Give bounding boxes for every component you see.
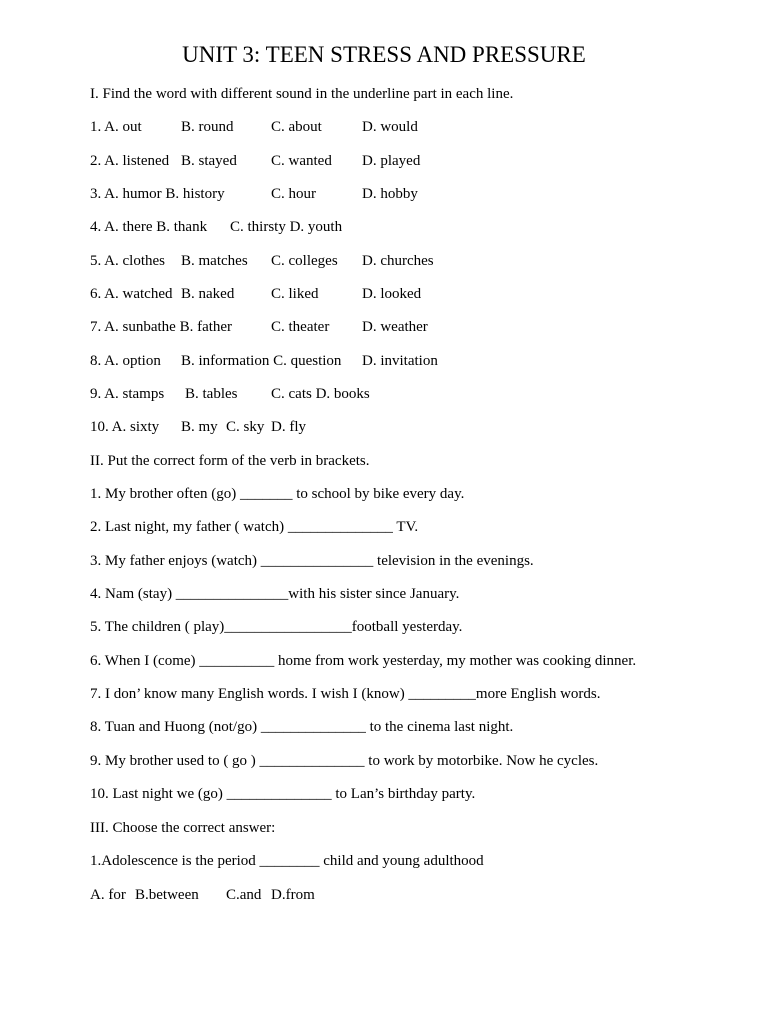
option-c-d: C. thirsty D. youth xyxy=(230,219,343,235)
option-d: D. looked xyxy=(362,286,422,302)
option-b: B. matches xyxy=(181,253,248,269)
option-c: C. theater xyxy=(271,319,330,335)
option-a: 2. A. listened xyxy=(90,153,170,169)
option-c: C. wanted xyxy=(271,153,332,169)
mc-question: 1.Adolescence is the period ________ child and young adulthood xyxy=(90,853,484,869)
option-a: 1. A. out xyxy=(90,119,142,135)
option-b-c: B. information C. question xyxy=(181,353,342,369)
option-a-b: 7. A. sunbathe B. father xyxy=(90,319,233,335)
option-a: 5. A. clothes xyxy=(90,253,165,269)
verb-question: 7. I don’ know many English words. I wish I (know) _________more English words. xyxy=(90,686,601,702)
verb-question: 9. My brother used to ( go ) ______________ to work by motorbike. Now he cycles. xyxy=(90,753,599,769)
option-b: B. naked xyxy=(181,286,235,302)
verb-question: 5. The children ( play)_________________football yesterday. xyxy=(90,619,463,635)
verb-question: 3. My father enjoys (watch) _______________ television in the evenings. xyxy=(90,553,534,569)
option-c: C. colleges xyxy=(271,253,338,269)
option-a: 8. A. option xyxy=(90,353,161,369)
option-b: B. my xyxy=(181,419,218,435)
page-title: UNIT 3: TEEN STRESS AND PRESSURE xyxy=(182,42,586,67)
option-d: D. would xyxy=(362,119,418,135)
option-c: C. hour xyxy=(271,186,316,202)
option-c: C. about xyxy=(271,119,322,135)
option-d: D. weather xyxy=(362,319,428,335)
option-d: D. fly xyxy=(271,419,306,435)
option-d: D. hobby xyxy=(362,186,418,202)
section-1-heading: I. Find the word with different sound in the underline part in each line. xyxy=(90,86,514,102)
section-3-heading: III. Choose the correct answer: xyxy=(90,820,276,836)
option-a-b: 4. A. there B. thank xyxy=(90,219,208,235)
option-b: B.between xyxy=(135,887,199,903)
option-d: D. churches xyxy=(362,253,434,269)
option-a: 9. A. stamps xyxy=(90,386,165,402)
option-c: C. liked xyxy=(271,286,319,302)
verb-question: 6. When I (come) __________ home from work yesterday, my mother was cooking dinner. xyxy=(90,653,637,669)
option-d: D.from xyxy=(271,887,315,903)
option-b: B. round xyxy=(181,119,234,135)
option-c: C.and xyxy=(226,887,262,903)
verb-question: 8. Tuan and Huong (not/go) ______________ to the cinema last night. xyxy=(90,719,514,735)
verb-question: 1. My brother often (go) _______ to school by bike every day. xyxy=(90,486,465,502)
option-d: D. played xyxy=(362,153,421,169)
verb-question: 4. Nam (stay) _______________with his sister since January. xyxy=(90,586,460,602)
option-a: A. for xyxy=(90,887,126,903)
option-c: C. sky xyxy=(226,419,265,435)
verb-question: 2. Last night, my father ( watch) ______________ TV. xyxy=(90,519,419,535)
verb-question: 10. Last night we (go) ______________ to Lan’s birthday party. xyxy=(90,786,476,802)
option-d: D. invitation xyxy=(362,353,438,369)
section-2-heading: II. Put the correct form of the verb in brackets. xyxy=(90,453,370,469)
option-a: 6. A. watched xyxy=(90,286,173,302)
option-c-d: C. cats D. books xyxy=(271,386,370,402)
option-b: B. tables xyxy=(185,386,238,402)
option-a: 10. A. sixty xyxy=(90,419,160,435)
option-a-b: 3. A. humor B. history xyxy=(90,186,225,202)
option-b: B. stayed xyxy=(181,153,237,169)
